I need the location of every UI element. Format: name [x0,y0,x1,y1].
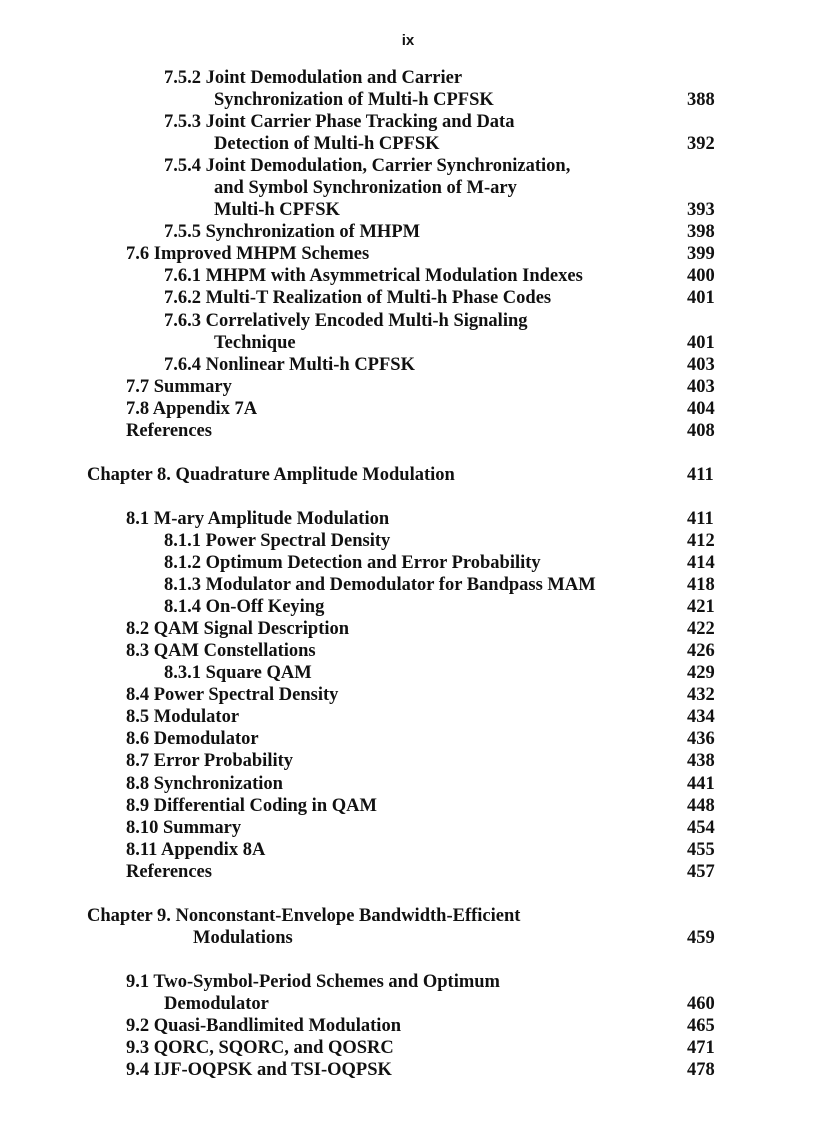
toc-entry-title: Modulations [193,927,293,948]
toc-entry-page: 460 [687,993,715,1014]
toc-entry-title: 8.1.2 Optimum Detection and Error Probability [164,553,541,574]
toc-entry-title: References [126,420,212,441]
toc-entry-page: 457 [687,861,715,882]
toc-entry-page: 412 [687,530,715,551]
toc-entry-page: 403 [687,376,715,397]
toc-entry-title: 7.6 Improved MHPM Schemes [126,244,370,265]
toc-entry-8-5 [0,706,816,728]
toc-entry-title: 8.4 Power Spectral Density [126,685,339,706]
spacer [0,486,816,508]
toc-entry-page: 401 [687,288,715,309]
toc-entry-9-2 [0,1015,816,1037]
toc-entry-9-3 [0,1037,816,1059]
toc-entry-page: 459 [687,927,715,948]
toc-entry-title: 7.6.2 Multi-T Realization of Multi-h Phase Codes [164,288,552,309]
toc-entry-7-5-4 [0,155,816,177]
toc-entry-page: 471 [687,1038,715,1059]
toc-entry-8-1-2 [0,552,816,574]
toc-entry-7-7 [0,376,816,398]
toc-entry-title: 9.3 QORC, SQORC, and QOSRC [126,1038,394,1059]
toc-entry-page: 404 [687,398,715,419]
toc-entry-7-8 [0,398,816,420]
toc-entry-title: 8.9 Differential Coding in QAM [126,795,377,816]
toc-entry-7-5-2 [0,67,816,89]
toc-entry-title: 8.1 M-ary Amplitude Modulation [126,508,390,529]
toc-entry-title: 8.7 Error Probability [126,751,294,772]
toc-entry-8-1-1 [0,530,816,552]
toc-entry-page: 411 [687,508,714,529]
toc-entry-page: 421 [687,597,715,618]
toc-entry-8-7 [0,750,816,772]
toc-entry-title: 7.5.5 Synchronization of MHPM [164,222,421,243]
spacer [0,883,816,905]
toc-entry-page: 398 [687,222,715,243]
toc-entry-title: 8.2 QAM Signal Description [126,619,350,640]
table-of-contents [0,67,816,1081]
toc-entry-page: 418 [687,575,715,596]
toc-entry-title: 9.2 Quasi-Bandlimited Modulation [126,1016,401,1037]
toc-entry-7-5-3 [0,111,816,133]
toc-entry-page: 432 [687,685,715,706]
toc-entry-7-5-4-cont [0,177,816,199]
toc-entry-title: 7.5.2 Joint Demodulation and Carrier [164,68,463,88]
toc-entry-title: 8.11 Appendix 8A [126,839,266,860]
toc-entry-7-6-4 [0,354,816,376]
toc-entry-title: 8.1.4 On-Off Keying [164,597,325,618]
toc-entry-title: 7.5.3 Joint Carrier Phase Tracking and Data [164,112,515,133]
toc-entry-9-4 [0,1059,816,1081]
toc-entry-page: 434 [687,707,715,728]
toc-entry-7-5-5 [0,221,816,243]
toc-entry-page: 399 [687,244,715,265]
toc-entry-page: 478 [687,1060,715,1081]
toc-entry-8-4 [0,684,816,706]
toc-entry-title: 8.8 Synchronization [126,773,283,794]
toc-entry-7-5-2-cont [0,89,816,111]
toc-entry-page: 465 [687,1016,715,1037]
toc-entry-title: References [126,861,212,882]
toc-entry-page: 393 [687,200,715,221]
toc-entry-title: 7.6.4 Nonlinear Multi-h CPFSK [164,354,415,375]
toc-entry-8-1-4 [0,596,816,618]
toc-entry-page: 392 [687,134,715,155]
toc-entry-title: 7.8 Appendix 7A [126,398,258,419]
toc-entry-title: Technique [214,332,296,353]
toc-entry-page: 422 [687,619,715,640]
toc-entry-page: 436 [687,729,715,750]
toc-entry-title: 7.7 Summary [126,376,232,397]
toc-entry-8-9 [0,795,816,817]
toc-entry-title: Demodulator [164,993,269,1014]
toc-entry-references-8 [0,861,816,883]
toc-entry-page: 403 [687,354,715,375]
toc-entry-page: 429 [687,663,715,684]
toc-entry-page: 408 [687,420,715,441]
toc-entry-title: 7.6.1 MHPM with Asymmetrical Modulation Indexes [164,266,583,287]
toc-entry-title: and Symbol Synchronization of M-ary [214,178,517,199]
toc-entry-title: 8.3 QAM Constellations [126,641,316,662]
toc-entry-title: 9.4 IJF-OQPSK and TSI-OQPSK [126,1060,392,1081]
toc-entry-7-6-1 [0,265,816,287]
toc-entry-page: 401 [687,332,715,353]
toc-entry-title: Chapter 8. Quadrature Amplitude Modulation [87,464,455,485]
toc-entry-page: 438 [687,751,715,772]
toc-entry-7-5-3-cont [0,133,816,155]
toc-entry-page: 441 [687,773,715,794]
toc-entry-7-5-4-cont2 [0,199,816,221]
spacer [0,949,816,971]
toc-entry-page: 400 [687,266,715,287]
toc-entry-7-6-3-cont [0,332,816,354]
toc-entry-8-1-3 [0,574,816,596]
toc-entry-title: 8.3.1 Square QAM [164,663,312,684]
toc-chapter-8 [0,464,816,486]
spacer [0,442,816,464]
toc-entry-7-6 [0,243,816,265]
toc-entry-8-2 [0,618,816,640]
toc-entry-title: 7.5.4 Joint Demodulation, Carrier Synchronization, [164,156,571,177]
toc-entry-title: 9.1 Two-Symbol-Period Schemes and Optimum [126,971,500,992]
toc-entry-title: Chapter 9. Nonconstant-Envelope Bandwidth-Efficient [87,905,521,926]
toc-entry-title: 8.5 Modulator [126,707,240,728]
toc-entry-9-1 [0,971,816,993]
toc-entry-8-6 [0,728,816,750]
toc-entry-8-8 [0,773,816,795]
toc-entry-page: 455 [687,839,715,860]
toc-entry-title: 8.6 Demodulator [126,729,259,750]
toc-entry-page: 454 [687,817,715,838]
toc-entry-8-1 [0,508,816,530]
toc-entry-title: Multi-h CPFSK [214,200,340,221]
toc-entry-8-3 [0,640,816,662]
toc-entry-8-11 [0,839,816,861]
toc-entry-page: 388 [687,90,715,111]
toc-entry-title: 8.1.3 Modulator and Demodulator for Bandpass MAM [164,575,596,596]
toc-entry-page: 448 [687,795,715,816]
toc-entry-page: 414 [687,553,715,574]
toc-entry-title: 8.1.1 Power Spectral Density [164,530,391,551]
toc-entry-page: 411 [687,464,714,485]
toc-entry-9-1-cont [0,993,816,1015]
toc-entry-references-7 [0,420,816,442]
toc-chapter-9 [0,905,816,927]
toc-entry-8-3-1 [0,662,816,684]
toc-entry-7-6-3 [0,310,816,332]
toc-entry-8-10 [0,817,816,839]
toc-chapter-9-cont [0,927,816,949]
toc-entry-title: 8.10 Summary [126,817,242,838]
toc-entry-title: 7.6.3 Correlatively Encoded Multi-h Signaling [164,310,528,331]
toc-entry-7-6-2 [0,287,816,309]
page-number: ix [401,32,415,49]
toc-entry-title: Synchronization of Multi-h CPFSK [214,90,494,111]
toc-entry-page: 426 [687,641,715,662]
toc-entry-title: Detection of Multi-h CPFSK [214,134,440,155]
